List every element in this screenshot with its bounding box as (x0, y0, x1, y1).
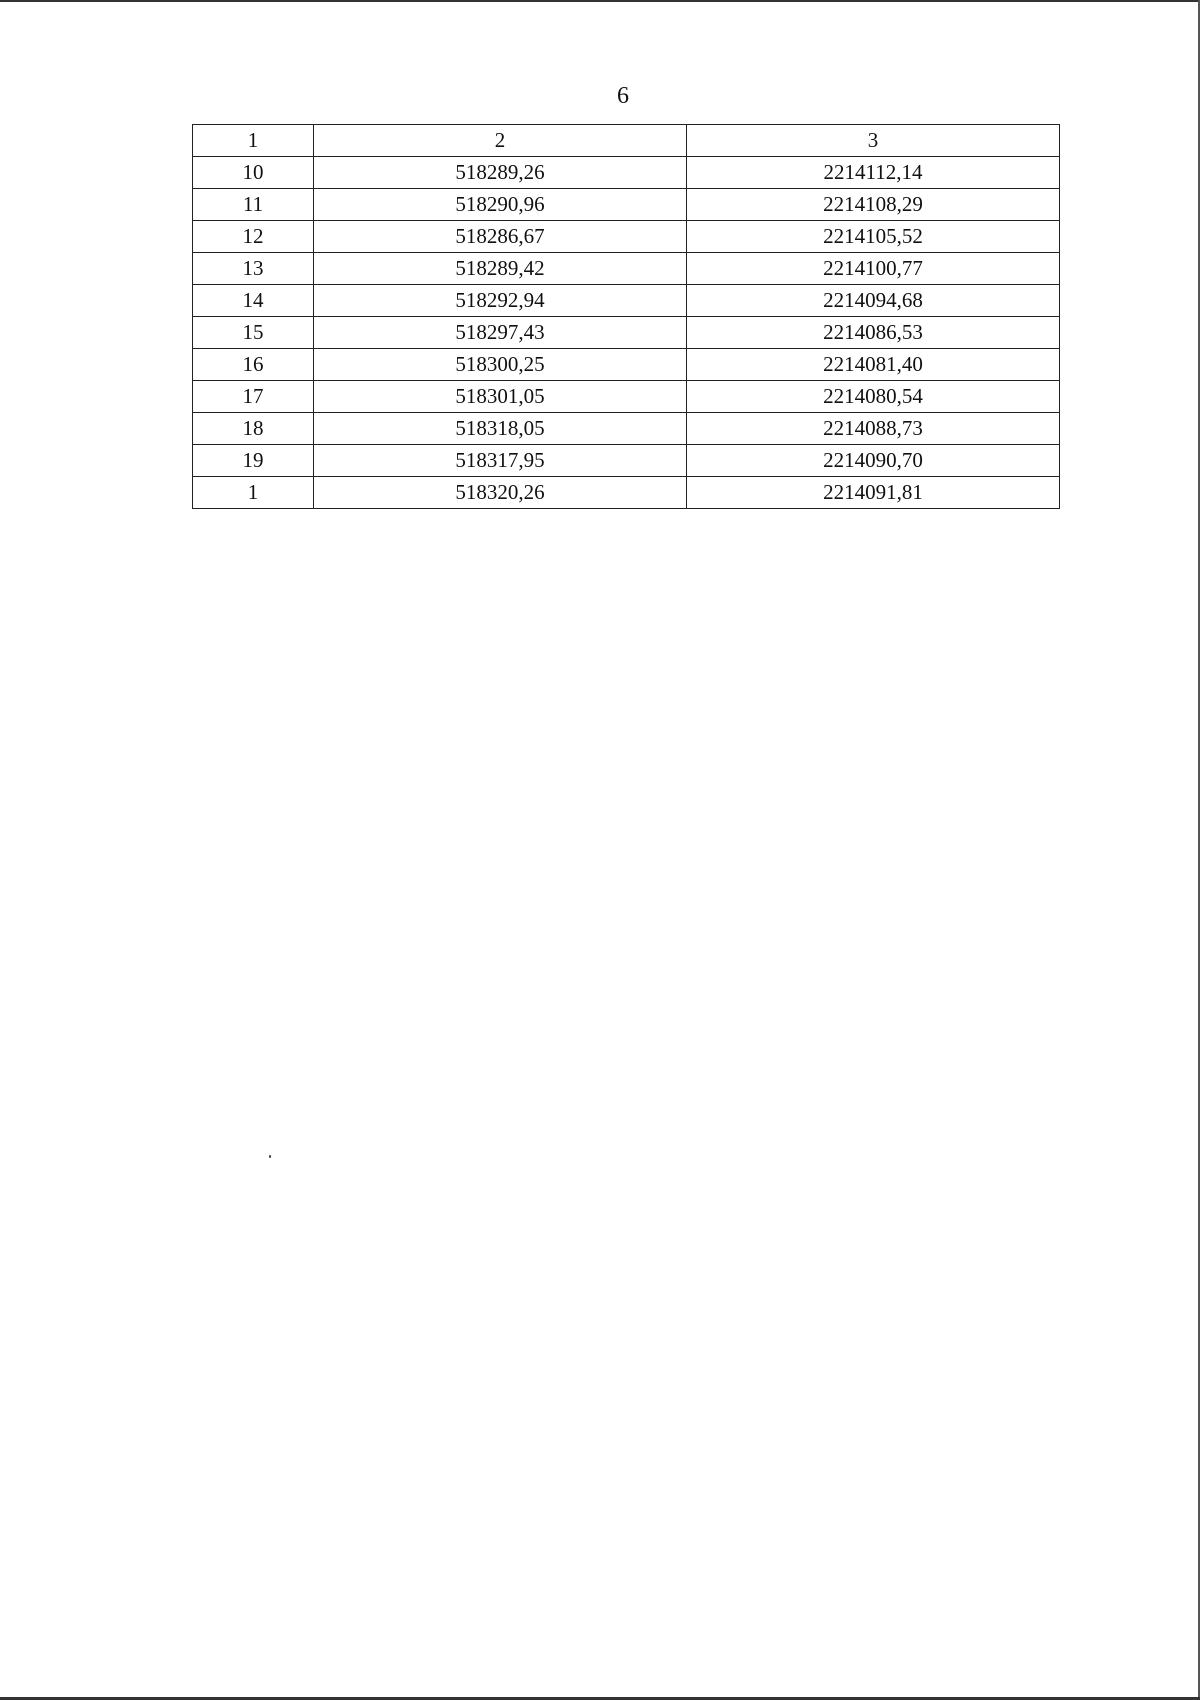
x-coordinate-cell: 518318,05 (314, 413, 687, 445)
point-cell: 1 (193, 477, 314, 509)
table-header-row (193, 125, 1060, 157)
page-number: 6 (617, 83, 629, 109)
x-coordinate-cell: 518286,67 (314, 221, 687, 253)
point-cell: 19 (193, 445, 314, 477)
table-row (193, 189, 1060, 221)
point-cell: 15 (193, 317, 314, 349)
table-row (193, 221, 1060, 253)
x-coordinate-cell: 518320,26 (314, 477, 687, 509)
scan-speck (269, 1155, 271, 1158)
table-row (193, 157, 1060, 189)
x-coordinate-cell: 518317,95 (314, 445, 687, 477)
point-cell: 13 (193, 253, 314, 285)
y-coordinate-cell: 2214100,77 (687, 253, 1060, 285)
x-coordinate-cell: 518292,94 (314, 285, 687, 317)
x-coordinate-cell: 518297,43 (314, 317, 687, 349)
point-cell: 17 (193, 381, 314, 413)
table-row (193, 285, 1060, 317)
table-row (193, 413, 1060, 445)
header-cell-y: 3 (687, 125, 1060, 157)
table-row (193, 253, 1060, 285)
x-coordinate-cell: 518290,96 (314, 189, 687, 221)
table-row (193, 317, 1060, 349)
header-cell-x: 2 (314, 125, 687, 157)
coordinates-table-body (193, 125, 1060, 509)
point-cell: 11 (193, 189, 314, 221)
x-coordinate-cell: 518289,26 (314, 157, 687, 189)
y-coordinate-cell: 2214080,54 (687, 381, 1060, 413)
point-cell: 10 (193, 157, 314, 189)
x-coordinate-cell: 518289,42 (314, 253, 687, 285)
y-coordinate-cell: 2214108,29 (687, 189, 1060, 221)
y-coordinate-cell: 2214086,53 (687, 317, 1060, 349)
y-coordinate-cell: 2214090,70 (687, 445, 1060, 477)
x-coordinate-cell: 518301,05 (314, 381, 687, 413)
point-cell: 18 (193, 413, 314, 445)
x-coordinate-cell: 518300,25 (314, 349, 687, 381)
point-cell: 14 (193, 285, 314, 317)
table-row (193, 349, 1060, 381)
table-row (193, 477, 1060, 509)
y-coordinate-cell: 2214081,40 (687, 349, 1060, 381)
y-coordinate-cell: 2214112,14 (687, 157, 1060, 189)
y-coordinate-cell: 2214088,73 (687, 413, 1060, 445)
header-cell-point: 1 (193, 125, 314, 157)
y-coordinate-cell: 2214094,68 (687, 285, 1060, 317)
point-cell: 12 (193, 221, 314, 253)
y-coordinate-cell: 2214105,52 (687, 221, 1060, 253)
coordinates-table (192, 124, 1060, 509)
table-row (193, 445, 1060, 477)
y-coordinate-cell: 2214091,81 (687, 477, 1060, 509)
page-edge-top (0, 0, 1200, 2)
table-row (193, 381, 1060, 413)
point-cell: 16 (193, 349, 314, 381)
